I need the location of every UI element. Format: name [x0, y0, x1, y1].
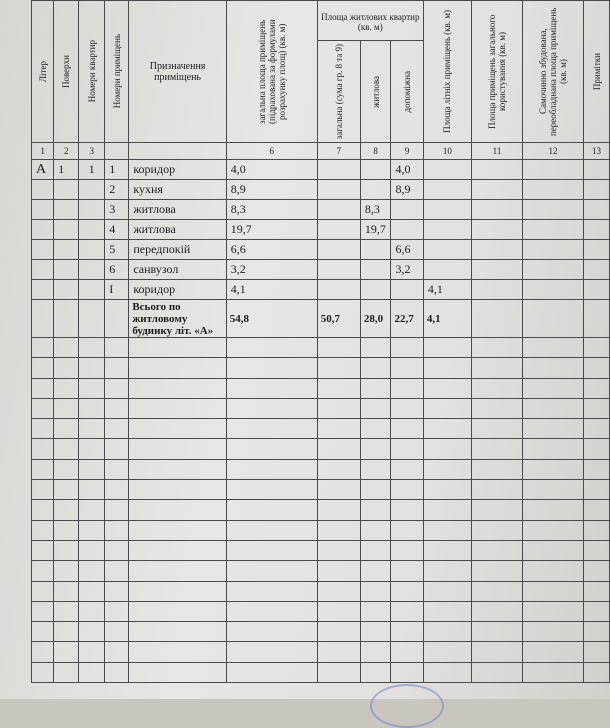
header-living-auxiliary: допоміжна	[391, 41, 423, 143]
total-label: Всього по житловому будинку літ. «А»	[129, 300, 226, 338]
header-living-group: Площа житлових квартир (кв. м)	[317, 1, 423, 41]
header-living-total: загальна (сума гр. 8 та 9)	[317, 41, 360, 143]
table-row: А 1 1 1 коридор 4,0 4,0	[32, 160, 610, 180]
blank-row	[32, 398, 610, 418]
header-purpose: Призначення приміщень	[129, 1, 226, 143]
header-room-no: Номери приміщень	[105, 1, 129, 143]
blank-row	[32, 561, 610, 581]
blank-row	[32, 520, 610, 540]
blank-row	[32, 540, 610, 560]
table-row: 3 житлова 8,3 8,3	[32, 200, 610, 220]
total-auxiliary-value: 22,7	[391, 300, 423, 338]
table-row: 5 передпокій 6,6 6,6	[32, 240, 610, 260]
blank-row	[32, 662, 610, 682]
header-total-area: загальна площа приміщень (підрахована за формулами розрахунку площ) (кв. м)	[226, 1, 317, 143]
blank-row	[32, 338, 610, 358]
table-row: 6 санвузол 3,2 3,2	[32, 260, 610, 280]
blank-row	[32, 358, 610, 378]
header-common-area: Площа приміщень загального користування (кв. м)	[472, 1, 523, 143]
stamp-mark	[370, 684, 444, 728]
table-row: 2 кухня 8,9 8,9	[32, 180, 610, 200]
table-row: I коридор 4,1 4,1	[32, 280, 610, 300]
blank-row	[32, 581, 610, 601]
total-row	[32, 300, 610, 338]
room-area-table	[31, 0, 610, 683]
blank-row	[32, 459, 610, 479]
total-residential-value: 28,0	[360, 300, 391, 338]
blank-row	[32, 601, 610, 621]
header-notes: Примітки	[584, 1, 610, 143]
blank-row	[32, 480, 610, 500]
total-area-value: 54,8	[226, 300, 317, 338]
blank-row	[32, 500, 610, 520]
blank-row	[32, 622, 610, 642]
total-summer-value: 4,1	[423, 300, 471, 338]
blank-row	[32, 419, 610, 439]
blank-row	[32, 642, 610, 662]
table-row: 4 житлова 19,7 19,7	[32, 220, 610, 240]
header-self-built: Самочинно збудована, переобладнана площа приміщень (кв. м)	[523, 1, 584, 143]
blank-row	[32, 378, 610, 398]
blank-rows	[32, 338, 610, 683]
header-summer-area: Площа літніх приміщень (кв. м)	[423, 1, 471, 143]
blank-row	[32, 439, 610, 459]
header-liter: Літер	[32, 1, 54, 143]
column-number-row: 1 2 3 6 7 8 9 10 11 12 13	[32, 143, 610, 160]
header-living-residential: житлова	[360, 41, 391, 143]
total-living-value: 50,7	[317, 300, 360, 338]
header-floors: Поверхи	[54, 1, 79, 143]
header-apartment-no: Номери квартир	[79, 1, 105, 143]
